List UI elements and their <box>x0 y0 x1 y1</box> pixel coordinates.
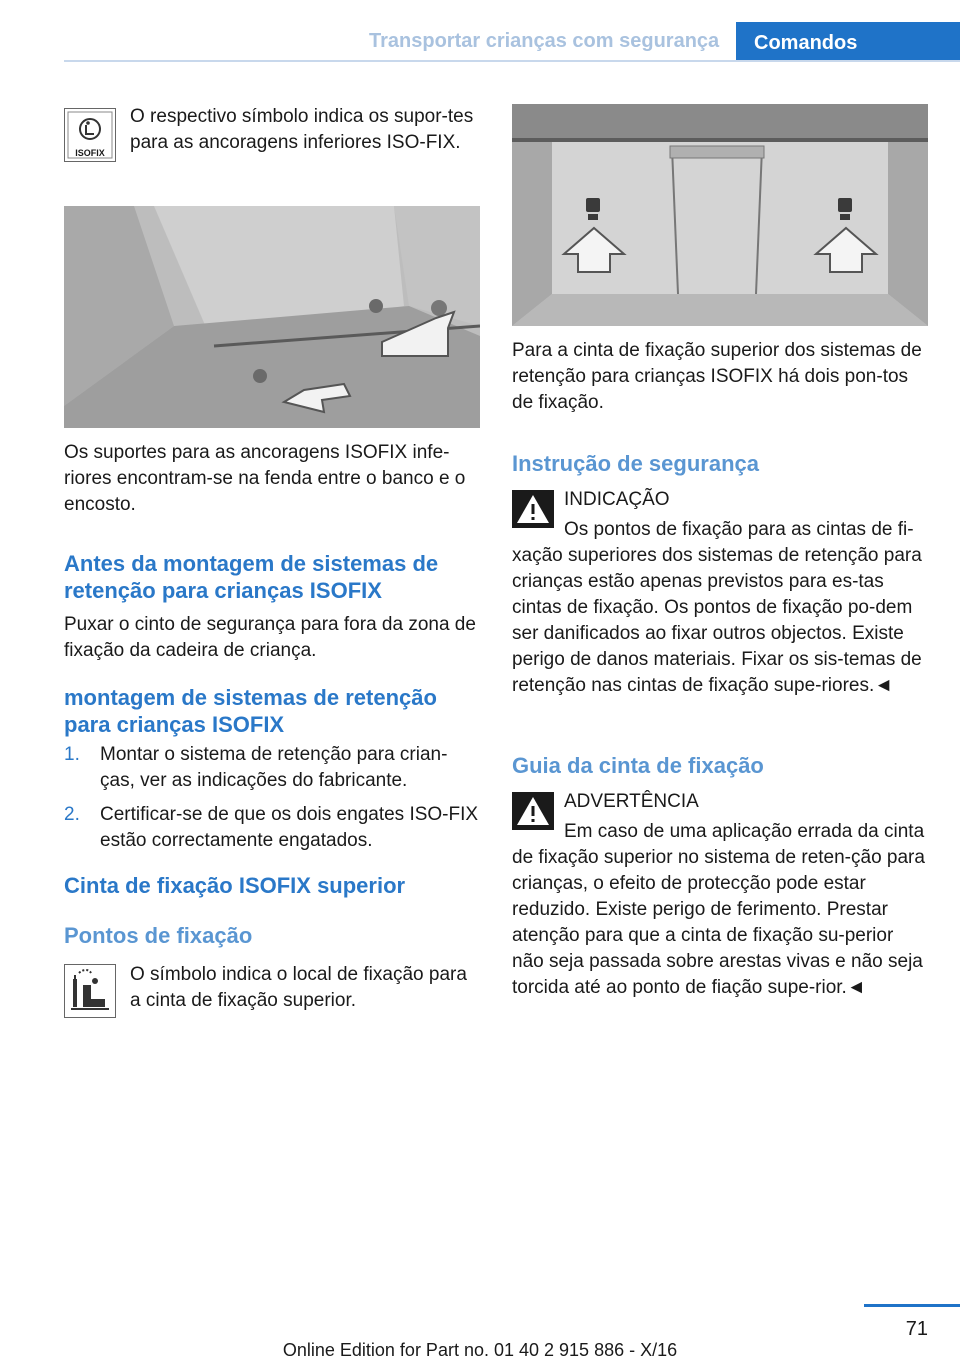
top-tether-anchor-icon <box>64 964 116 1018</box>
anchor-symbol-description: O símbolo indica o local de fixação para a cinta de fixação superior. <box>130 964 467 1011</box>
subheading-safety-instruction: Instrução de segurança <box>512 451 759 476</box>
warning-label: ADVERTÊNCIA <box>564 791 699 812</box>
list-item <box>64 742 480 794</box>
subheading-anchor-points: Pontos de fixação <box>64 923 253 948</box>
header-section-title: Transportar crianças com segurança <box>369 30 720 52</box>
step-text: Montar o sistema de retenção para crian-ças, ver as indicações do fabricante. <box>100 744 448 791</box>
step-number: 1. <box>64 744 80 765</box>
heading-before-mount: Antes da montagem de sistemas de retenção para crianças ISOFIX <box>64 551 439 603</box>
footer-edition-text: Online Edition for Part no. 01 40 2 915 886 - X/16 <box>282 1340 678 1360</box>
subheading-tether-guide: Guia da cinta de fixação <box>512 753 764 778</box>
heading-mount: montagem de sistemas de retenção para crianças ISOFIX <box>64 685 437 737</box>
notice-text: Os pontos de fixação para as cintas de fi-xação superiores dos sistemas de retenção para crianças estão apenas previstos para es-tas cintas de fixação. Os pontos de fixação po-dem ser danificados ao fixar outros objectos. Existe perigo de danos materiais. Fixar os sis-temas de retenção nas cintas de fixação supe-riores.◄ <box>512 519 922 696</box>
isofix-symbol-description: O respectivo símbolo indica os supor-tes para as ancoragens inferiores ISO-FIX. <box>130 106 474 153</box>
footer-rule <box>864 1304 960 1307</box>
photo-cargo-anchor-points <box>512 104 928 326</box>
anchor-points-description: Para a cinta de fixação superior dos sistemas de retenção para crianças ISOFIX há dois pon-tos de fixação. <box>512 340 922 413</box>
notice-label: INDICAÇÃO <box>564 489 670 510</box>
header-rule <box>64 60 960 62</box>
isofix-seat-icon <box>64 108 116 162</box>
photo-rear-seat-isofix-anchors <box>64 206 480 428</box>
before-mount-text: Puxar o cinto de segurança para fora da zona de fixação da cadeira de criança. <box>64 614 476 661</box>
mount-steps-list <box>64 742 480 854</box>
isofix-supports-description: Os suportes para as ancoragens ISOFIX infe-riores encontram-se na fenda entre o banco e o encosto. <box>64 442 466 515</box>
isofix-icon-label: ISOFIX <box>75 148 105 158</box>
list-item <box>64 802 480 854</box>
step-text: Certificar-se de que os dois engates ISO-FIX estão correctamente engatados. <box>100 804 479 851</box>
step-number: 2. <box>64 804 80 825</box>
heading-top-tether: Cinta de fixação ISOFIX superior <box>64 873 406 898</box>
header-chapter-tab: Comandos <box>736 22 960 62</box>
page-number: 71 <box>905 1318 928 1340</box>
warning-text: Em caso de uma aplicação errada da cinta de fixação superior no sistema de reten-ção para crianças, o efeito de protecção pode estar reduzido. Existe perigo de ferimento. Prestar atenção para que a cinta de fixação su-perior não seja passada sobre arestas vivas e não seja torcida até ao ponto de fiação supe-rior.◄ <box>512 821 925 998</box>
